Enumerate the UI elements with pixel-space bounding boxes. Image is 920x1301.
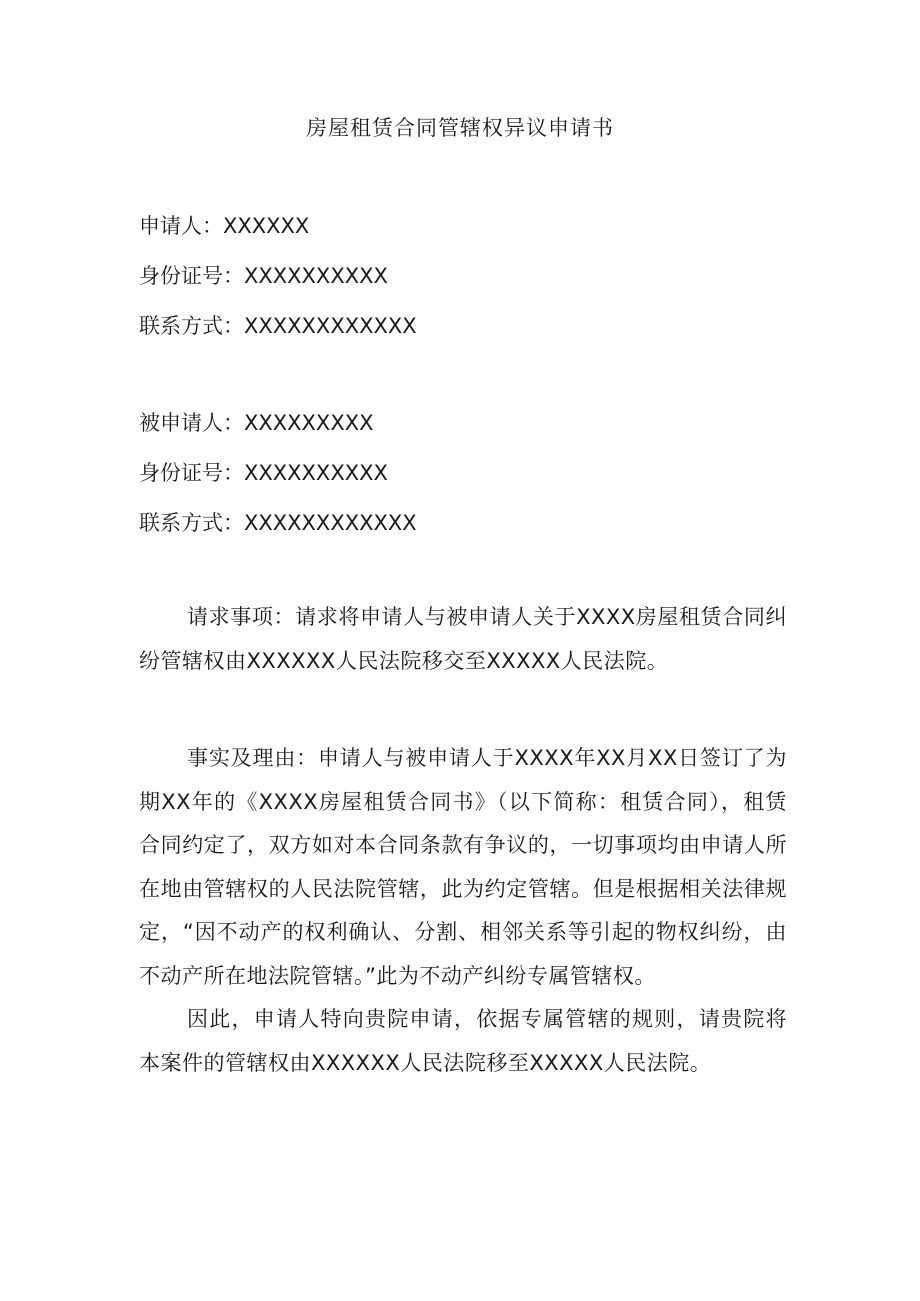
applicant-contact: 联系方式：XXXXXXXXXXXX [139, 314, 417, 338]
applicant-name: 申请人：XXXXXX [139, 214, 310, 238]
applicant-block [139, 201, 417, 351]
facts-paragraph: 事实及理由：申请人与被申请人于XXXX年XX月XX日签订了为期XX年的《XXXX房屋租赁合同书》（以下简称：租赁合同），租赁合同约定了，双方如对本合同条款有争议的，一切事项均由申请人所在地由管辖权的人民法院管辖，此为约定管辖。但是根据相关法律规定，“因不动产的权利确认、分割、相邻关系等引起的物权纠纷，由不动产所在地法院管辖。”此为不动产纠纷专属管辖权。 [139, 746, 787, 988]
respondent-contact: 联系方式：XXXXXXXXXXXX [139, 511, 417, 535]
request-section [139, 596, 787, 683]
respondent-block [139, 398, 417, 548]
facts-section [139, 737, 787, 1085]
applicant-id: 身份证号：XXXXXXXXXX [139, 264, 388, 288]
request-paragraph: 请求事项：请求将申请人与被申请人关于XXXX房屋租赁合同纠纷管辖权由XXXXXX人民法院移交至XXXXX人民法院。 [139, 605, 787, 673]
respondent-id: 身份证号：XXXXXXXXXX [139, 461, 388, 485]
conclusion-paragraph: 因此，申请人特向贵院申请，依据专属管辖的规则，请贵院将本案件的管辖权由XXXXXX人民法院移至XXXXX人民法院。 [139, 1007, 787, 1075]
respondent-name: 被申请人：XXXXXXXXX [139, 411, 374, 435]
document-title: 房屋租赁合同管辖权异议申请书 [306, 116, 614, 140]
